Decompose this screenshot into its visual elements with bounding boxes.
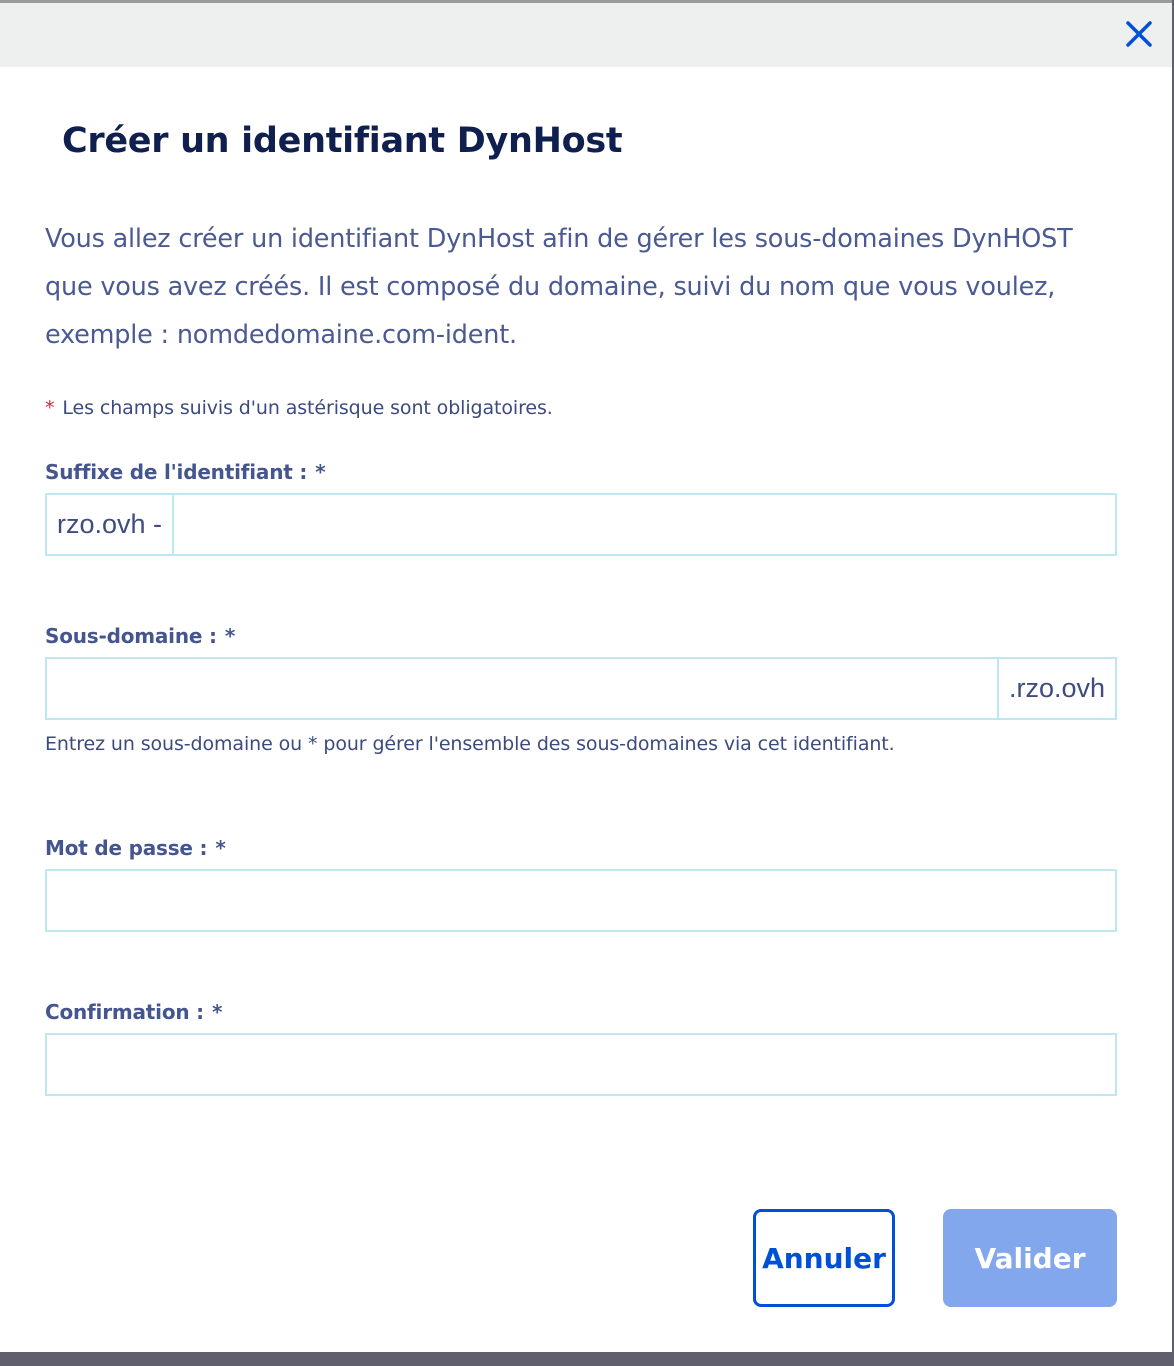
modal-header <box>0 3 1172 67</box>
close-button[interactable] <box>1122 17 1156 51</box>
cancel-button[interactable]: Annuler <box>753 1209 895 1307</box>
subdomain-label-text: Sous-domaine : <box>45 624 217 648</box>
subdomain-required-star: * <box>224 624 236 648</box>
password-input-group <box>45 869 1117 932</box>
suffix-label <box>45 460 325 484</box>
confirmation-label <box>45 1000 222 1024</box>
password-label-text: Mot de passe : <box>45 836 208 860</box>
subdomain-domain-addon: .rzo.ovh <box>997 659 1115 718</box>
submit-button[interactable]: Valider <box>943 1209 1117 1307</box>
suffix-input-group <box>45 493 1117 556</box>
confirmation-required-star: * <box>211 1000 223 1024</box>
required-star: * <box>45 397 55 419</box>
intro-text: Vous allez créer un identifiant DynHost afin de gérer les sous-domaines DynHOST que vous avez créés. Il est composé du domaine, suivi du nom que vous voulez, exemple : nomdedomaine.com-ident. <box>45 224 1073 350</box>
suffix-required-star: * <box>315 460 326 484</box>
password-required-star: * <box>215 836 226 860</box>
subdomain-help-text: Entrez un sous-domaine ou * pour gérer l'ensemble des sous-domaines via cet identifiant. <box>45 733 895 755</box>
suffix-input[interactable] <box>174 495 1115 554</box>
suffix-domain-addon: rzo.ovh - <box>47 495 174 554</box>
modal-title: Créer un identifiant DynHost <box>62 121 623 161</box>
confirmation-input-group <box>45 1033 1117 1096</box>
suffix-label-text: Suffixe de l'identifiant : <box>45 460 308 484</box>
confirmation-input[interactable] <box>47 1035 1115 1094</box>
subdomain-label <box>45 624 235 648</box>
required-note <box>45 397 553 419</box>
subdomain-input-group <box>45 657 1117 720</box>
password-input[interactable] <box>47 871 1115 930</box>
required-note-text: Les champs suivis d'un astérisque sont obligatoires. <box>62 397 553 419</box>
close-icon <box>1122 17 1156 51</box>
confirmation-label-text: Confirmation : <box>45 1000 204 1024</box>
password-label <box>45 836 226 860</box>
subdomain-input[interactable] <box>47 659 997 718</box>
